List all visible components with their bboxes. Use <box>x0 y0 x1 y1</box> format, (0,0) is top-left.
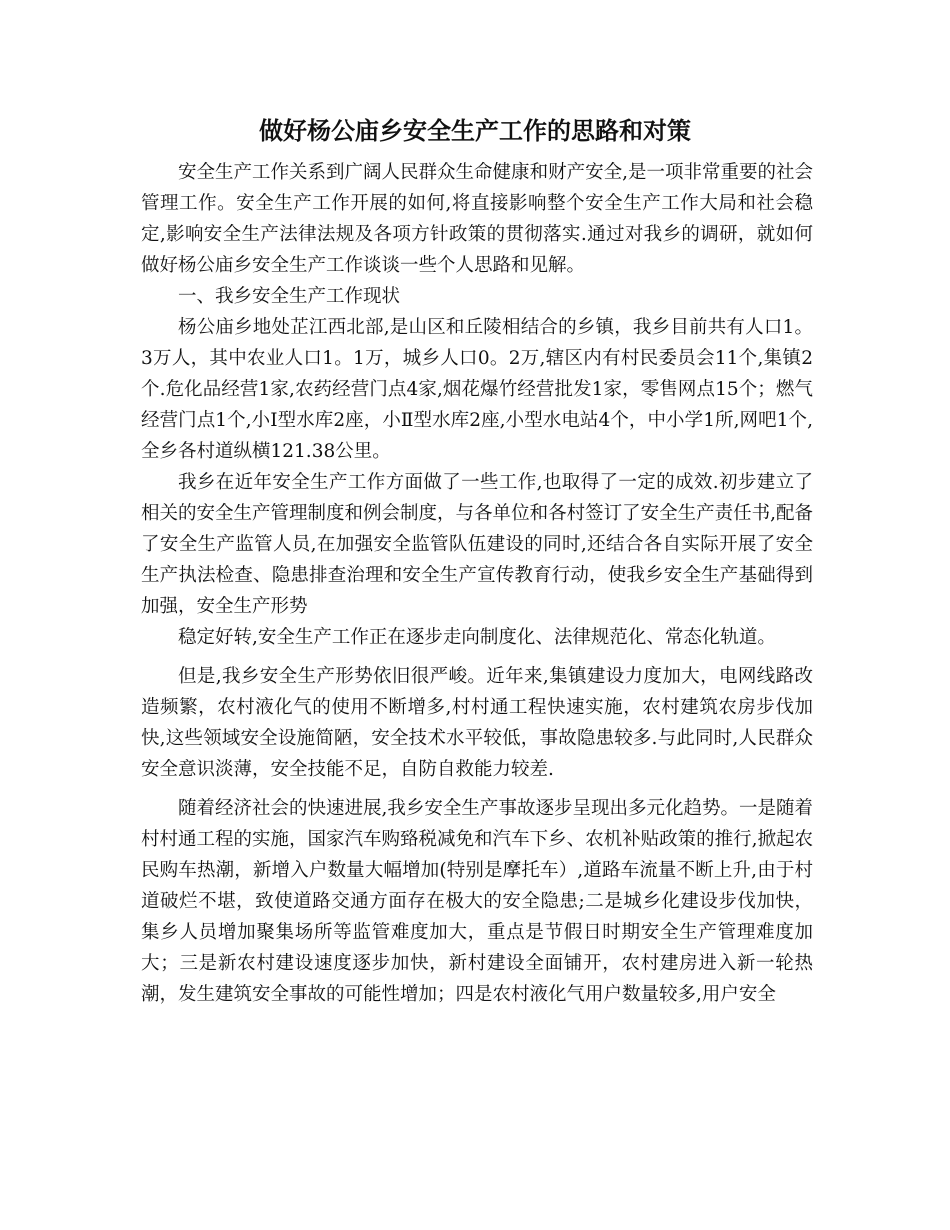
paragraph-severe: 但是,我乡安全生产形势依旧很严峻。近年来,集镇建设力度加大，电网线路改造频繁，农村液化气的使用不断增多,村村通工程快速实施，农村建筑农房步伐加快,这些领域安全设施简陋，安全技术水平较低，事故隐患较多.与此同时,人民群众安全意识淡薄，安全技能不足，自防自救能力较差. <box>141 666 813 780</box>
paragraph-achievements: 我乡在近年安全生产工作方面做了一些工作,也取得了一定的成效.初步建立了相关的安全生产管理制度和例会制度，与各单位和各村签订了安全生产责任书,配备了安全生产监管人员,在加强安全监管队伍建设的同时,还结合各自实际开展了安全生产执法检查、隐患排查治理和安全生产宣传教育行动，使我乡安全生产基础得到加强，安全生产形势 <box>141 472 813 617</box>
paragraph-intro: 安全生产工作关系到广阔人民群众生命健康和财产安全,是一项非常重要的社会管理工作。安全生产工作开展的如何,将直接影响整个安全生产工作大局和社会稳定,影响安全生产法律法规及各项方针政策的贯彻落实.通过对我乡的调研，就如何做好杨公庙乡安全生产工作谈谈一些个人思路和见解。 <box>141 162 813 276</box>
document-title: 做好杨公庙乡安全生产工作的思路和对策 <box>259 116 691 145</box>
paragraph-trends: 随着经济社会的快速进展,我乡安全生产事故逐步呈现出多元化趋势。一是随着村村通工程的实施，国家汽车购臵税减免和汽车下乡、农机补贴政策的推行,掀起农民购车热潮，新增入户数量大幅增加(特别是摩托车）,道路车流量不断上升,由于村道破烂不堪，致使道路交通方面存在极大的安全隐患;二是城乡化建设步伐加快，集乡人员增加聚集场所等监管难度加大，重点是节假日时期安全生产管理难度加大；三是新农村建设速度逐步加快，新村建设全面铺开，农村建房进入新一轮热潮，发生建筑安全事故的可能性增加；四是农村液化气用户数量较多,用户安全 <box>141 798 813 1005</box>
paragraph-overview: 杨公庙乡地处芷江西北部,是山区和丘陵相结合的乡镇，我乡目前共有人口1。3万人，其中农业人口1。1万，城乡人口0。2万,辖区内有村民委员会11个,集镇2个.危化品经营1家,农药经营门点4家,烟花爆竹经营批发1家，零售网点15个；燃气经营门点1个,小Ⅰ型水库2座，小Ⅱ型水库2座,小型水电站4个，中小学1所,网吧1个,全乡各村道纵横121.38公里。 <box>141 317 813 462</box>
document-body <box>141 157 813 1010</box>
section-heading-status: 一、我乡安全生产工作现状 <box>178 286 401 307</box>
paragraph-stable: 稳定好转,安全生产工作正在逐步走向制度化、法律规范化、常态化轨道。 <box>178 627 776 648</box>
